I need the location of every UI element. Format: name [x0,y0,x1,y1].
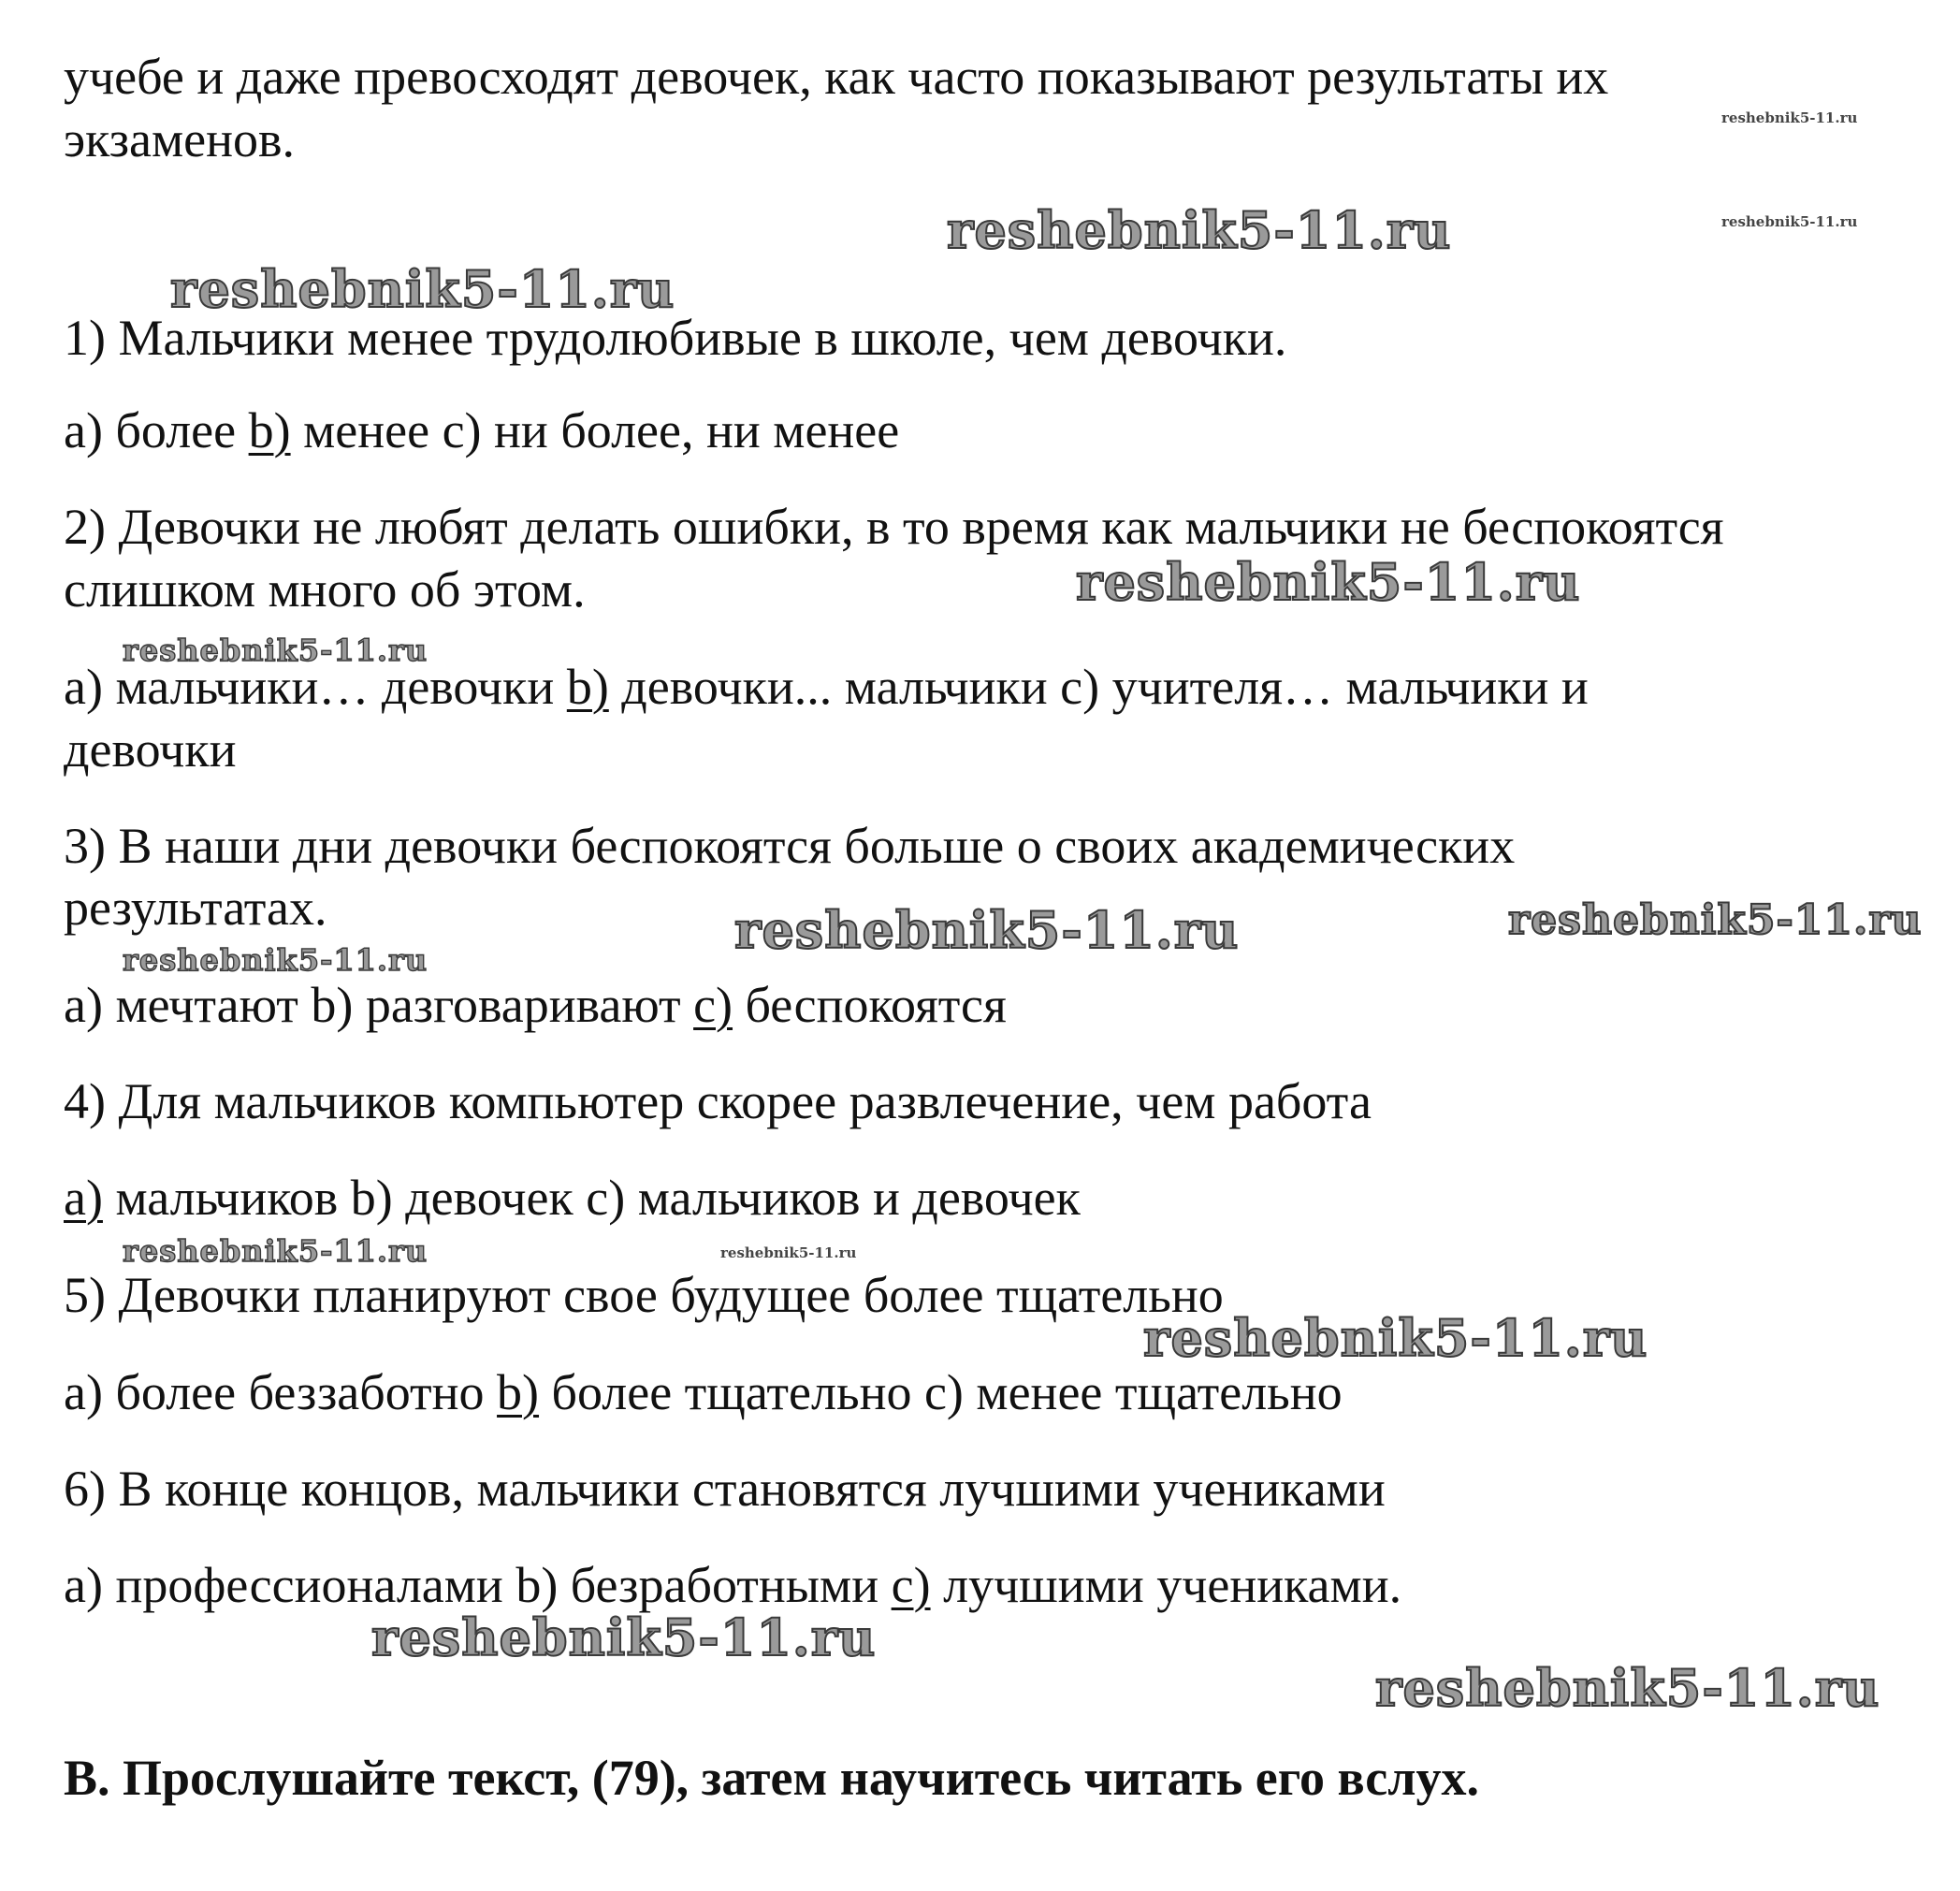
answers-4 [64,1170,1081,1226]
answer-1-b: менее [290,402,443,458]
answer-4-c: c) мальчиков и девочек [586,1170,1081,1226]
answers-5 [64,1364,1343,1420]
answer-3-a: a) мечтают [64,977,312,1033]
watermark: reshebnik5-11.ru [123,633,428,668]
answers-1 [64,402,899,458]
watermark: reshebnik5-11.ru [1076,552,1581,612]
question-2-line-1: 2) Девочки не любят делать ошибки, в то время как мальчики не беспокоятся [64,499,1724,555]
watermark: reshebnik5-11.ru [1508,896,1923,944]
answer-4-b: b) девочек [350,1170,587,1226]
answer-2-c-continued: девочки [64,721,237,778]
question-5: 5) Девочки планируют свое будущее более тщательно [64,1267,1224,1323]
answer-6-c-marker: c) [891,1557,931,1613]
answer-2-b: девочки... мальчики [608,659,1061,715]
answer-1-b-marker: b) [248,402,291,458]
watermark: reshebnik5-11.ru [947,200,1452,260]
question-4: 4) Для мальчиков компьютер скорее развлечение, чем работа [64,1073,1372,1129]
answer-5-b-marker: b) [497,1364,540,1420]
answer-2-b-marker: b) [566,659,609,715]
watermark: reshebnik5-11.ru [371,1607,877,1667]
intro-line-1: учебе и даже превосходят девочек, как часто показывают результаты их [64,49,1609,105]
watermark: reshebnik5-11.ru [123,1233,428,1269]
answer-4-a-marker: a) [64,1170,103,1226]
answer-6-a: a) профессионалами [64,1557,516,1613]
watermark: reshebnik5-11.ru [1721,109,1858,126]
answer-2-a: a) мальчики… девочки [64,659,567,715]
answer-6-b: b) безработными [515,1557,892,1613]
intro-line-2: экзаменов. [64,111,296,167]
answer-6-c: лучшими учениками. [930,1557,1402,1613]
answers-6 [64,1557,1401,1613]
watermark: reshebnik5-11.ru [1721,213,1858,230]
question-3-line-1: 3) В наши дни девочки беспокоятся больше о своих академических [64,818,1516,874]
watermark: reshebnik5-11.ru [720,1244,857,1261]
watermark: reshebnik5-11.ru [734,900,1240,960]
question-6: 6) В конце концов, мальчики становятся лучшими учениками [64,1461,1386,1517]
watermark: reshebnik5-11.ru [1143,1308,1648,1368]
section-b-heading: B. Прослушайте текст, (79), затем научитесь читать его вслух. [64,1750,1480,1806]
answer-5-b: более тщательно [539,1364,924,1420]
watermark: reshebnik5-11.ru [170,259,675,319]
answer-1-c: c) ни более, ни менее [442,402,900,458]
watermark: reshebnik5-11.ru [1375,1658,1880,1718]
question-1: 1) Мальчики менее трудолюбивые в школе, чем девочки. [64,310,1287,366]
answer-2-c: c) учителя… мальчики и [1060,659,1589,715]
answer-4-a: мальчиков [102,1170,351,1226]
answer-3-b: b) разговаривают [311,977,694,1033]
watermark: reshebnik5-11.ru [123,942,428,978]
question-3-line-2: результатах. [64,880,327,936]
answers-3 [64,977,1007,1033]
answer-5-a: a) более беззаботно [64,1364,498,1420]
answer-3-c: беспокоятся [733,977,1007,1033]
question-2-line-2: слишком много об этом. [64,561,586,618]
answer-1-a: a) более [64,402,249,458]
answer-5-c: c) менее тщательно [923,1364,1343,1420]
answer-3-c-marker: c) [693,977,733,1033]
